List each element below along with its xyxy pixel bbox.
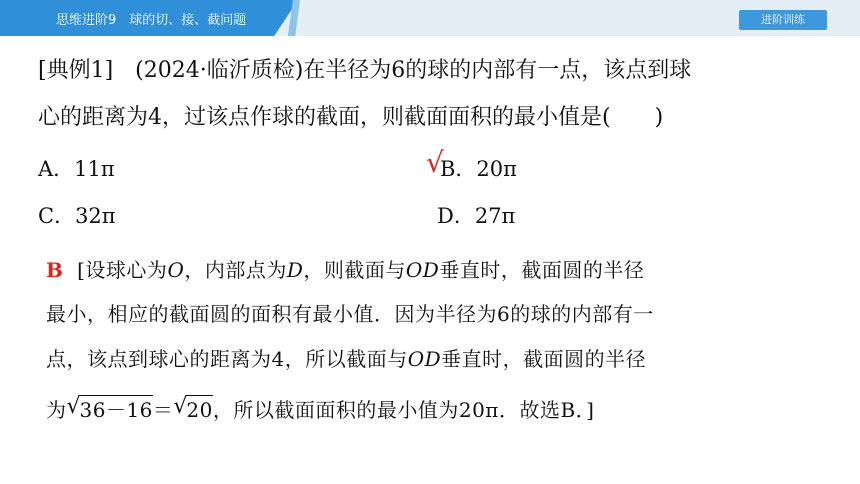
solution-text: [设球心为 <box>77 258 168 282</box>
variable-od: OD <box>407 347 442 371</box>
answer-letter: B <box>46 258 64 282</box>
option-c: C．32π <box>38 204 116 228</box>
variable-d: D <box>286 258 304 282</box>
solution-line-4 <box>46 395 594 424</box>
sqrt-expression <box>173 395 212 424</box>
variable-od: OD <box>405 258 440 282</box>
solution-line-3 <box>46 345 646 373</box>
solution-text: 垂直时，截面圆的半径 <box>441 347 647 371</box>
solution-text: ，内部点为 <box>184 258 287 282</box>
option-b: B．20π <box>440 157 517 181</box>
solution-text: 点，该点到球心的距离为4，所以截面与 <box>46 347 408 371</box>
sqrt-radicand: 36－16 <box>80 395 153 424</box>
solution-text: 为 <box>46 398 67 422</box>
variable-o: O <box>167 258 185 282</box>
solution-line-1 <box>46 256 644 284</box>
solution-text: ，则截面与 <box>303 258 406 282</box>
training-badge[interactable]: 进阶训练 <box>739 10 827 30</box>
solution-line-2: 最小，相应的截面圆的面积有最小值．因为半径为6的球的内部有一 <box>46 302 654 326</box>
check-mark-icon: √ <box>426 146 444 179</box>
question-line-2: 心的距离为4，过该点作球的截面，则截面面积的最小值是( ) <box>38 105 664 130</box>
top-bar <box>0 0 860 36</box>
solution-text: 垂直时，截面圆的半径 <box>439 258 645 282</box>
sqrt-expression <box>67 395 153 424</box>
question-line-1: [典例1] (2024·临沂质检)在半径为6的球的内部有一点，该点到球 <box>38 58 692 83</box>
sqrt-radicand: 20 <box>186 395 212 424</box>
solution-text: ，所以截面面积的最小值为20π．故选B．] <box>212 398 595 422</box>
equals-sign: ＝ <box>152 398 174 422</box>
option-d: D．27π <box>437 204 516 228</box>
option-a: A．11π <box>38 157 115 181</box>
section-title: 思维进阶9 球的切、接、截问题 <box>56 13 247 28</box>
